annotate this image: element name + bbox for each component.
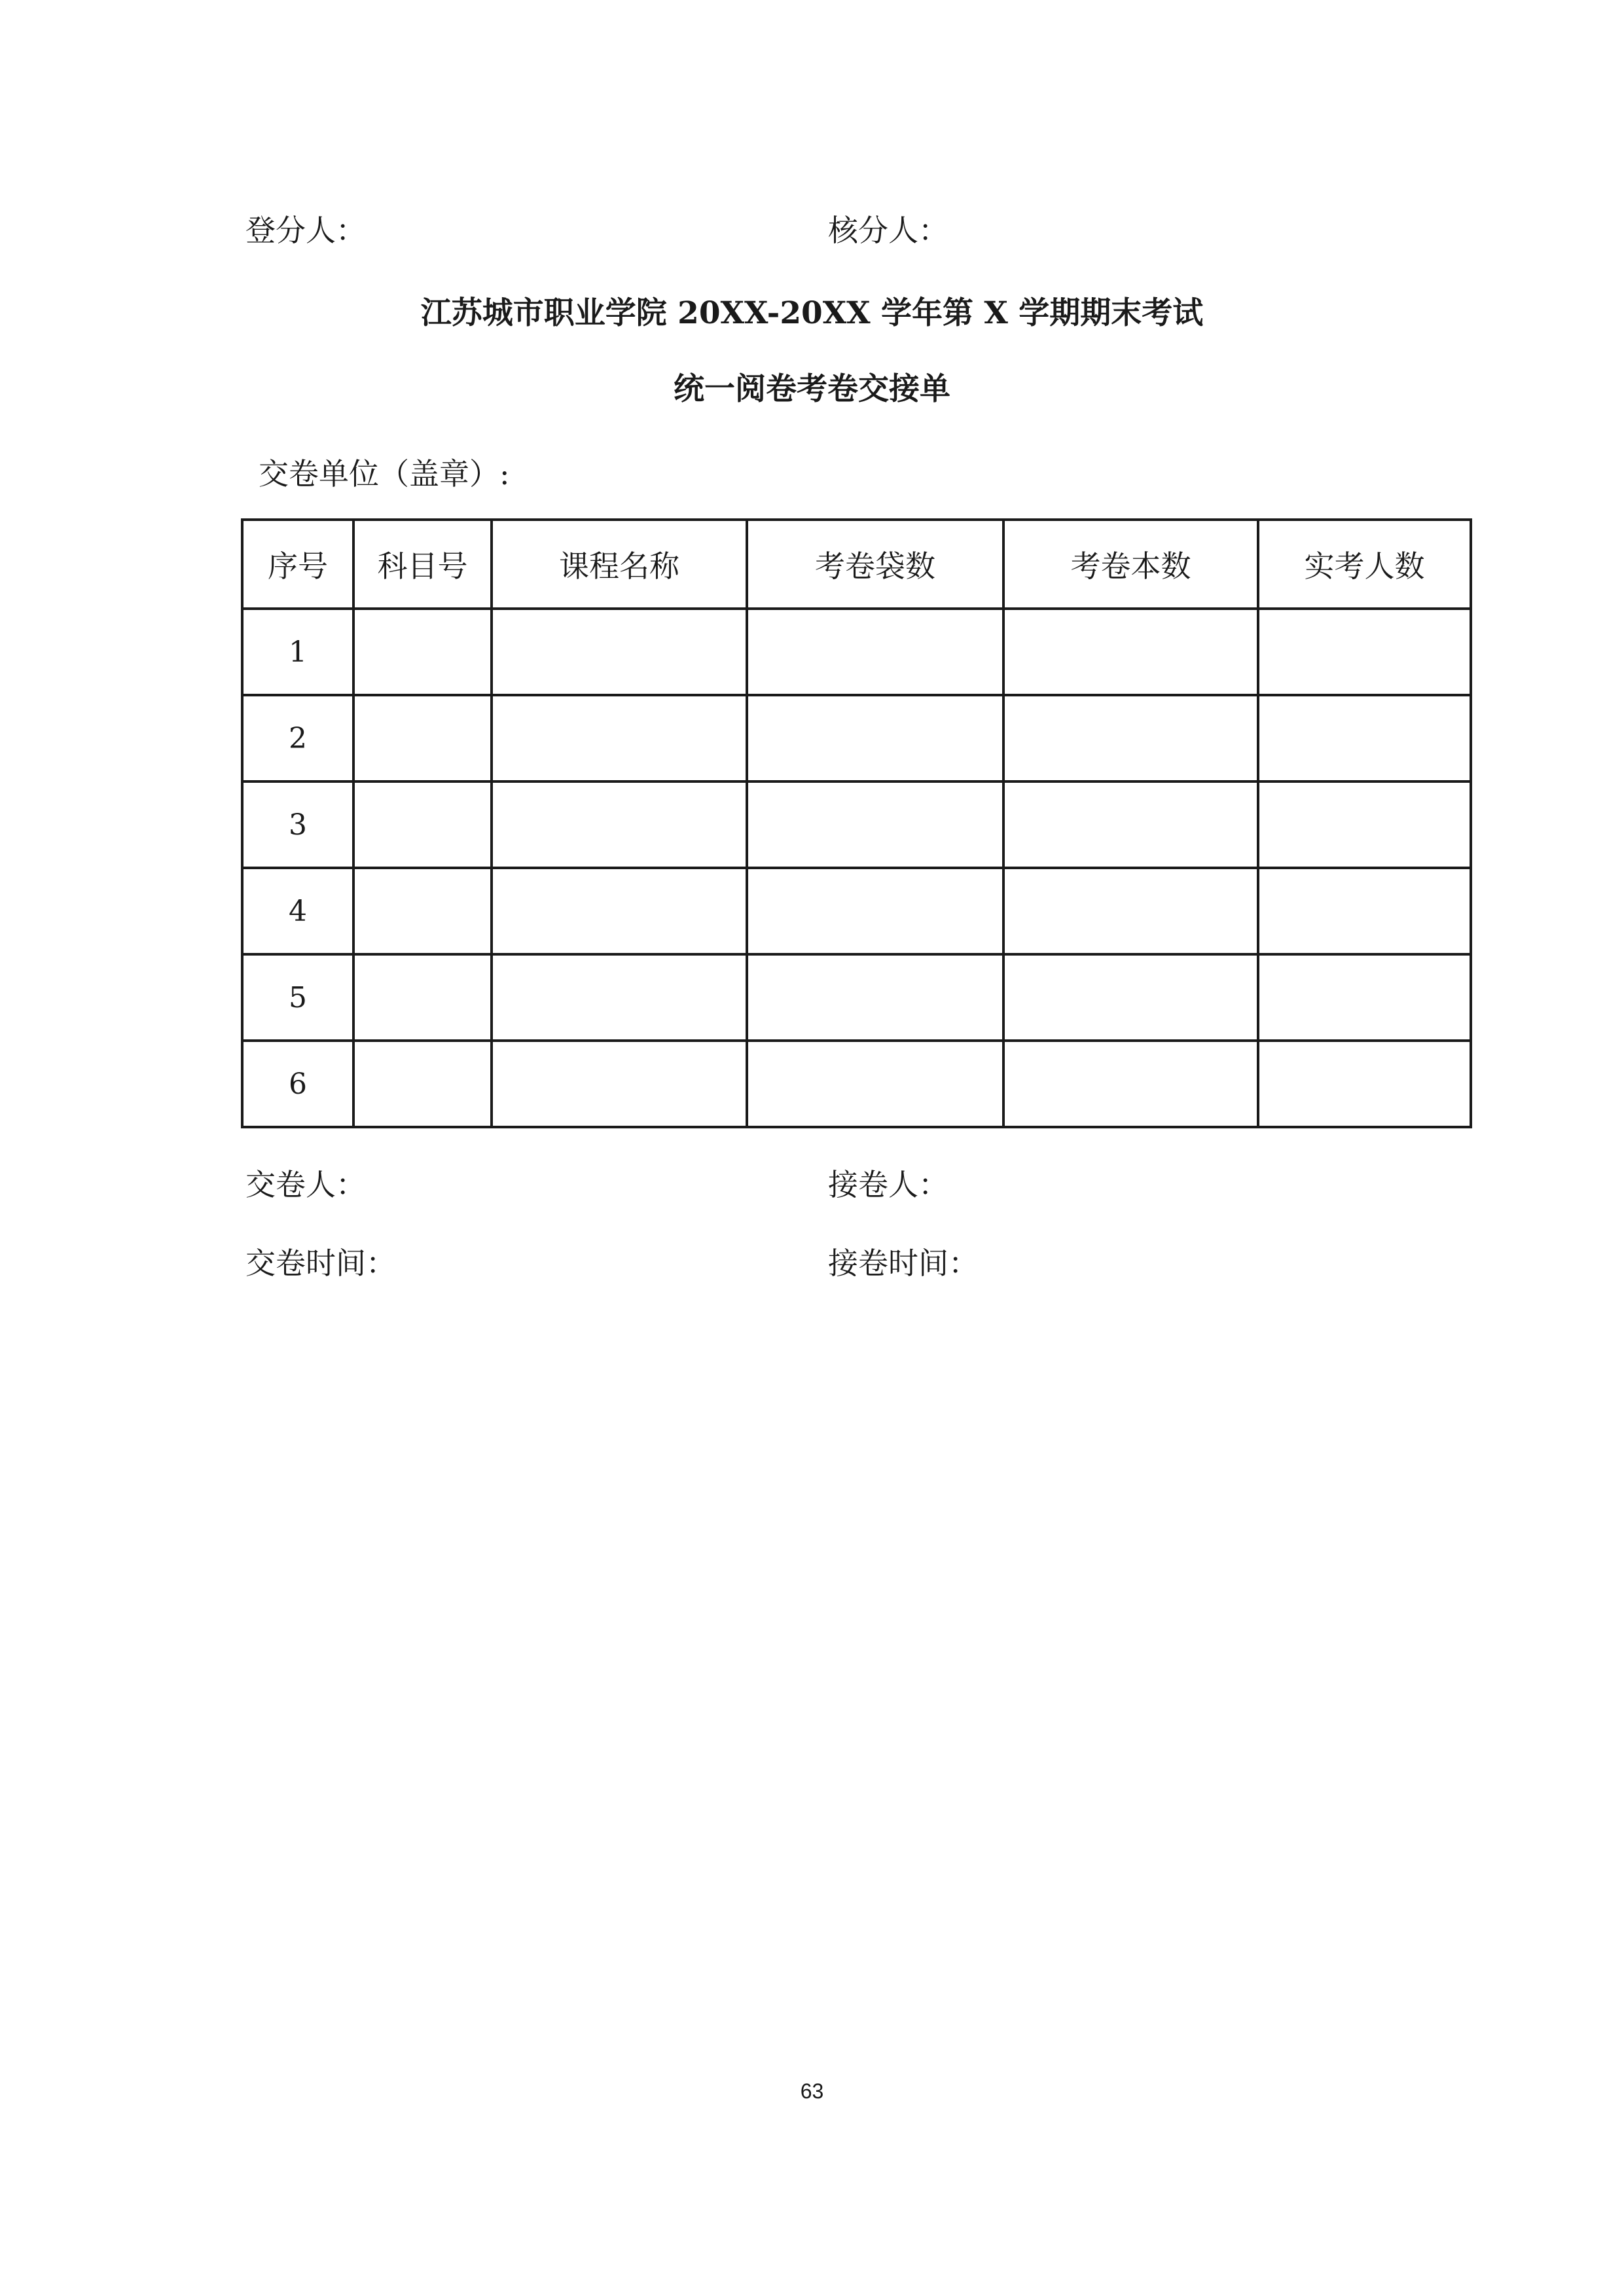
booklet-count-cell: [1003, 868, 1258, 954]
booklet-count-cell: [1003, 695, 1258, 781]
serial-number-cell: 4: [242, 868, 353, 954]
course-name-cell: [492, 609, 747, 695]
course-name-cell: [492, 868, 747, 954]
subject-code-cell: [353, 954, 492, 1041]
examinee-count-cell: [1258, 695, 1471, 781]
examinee-count-cell: [1258, 868, 1471, 954]
table-header-row: [242, 520, 1471, 609]
subject-code-cell: [353, 781, 492, 868]
table-row: [242, 1041, 1471, 1127]
subject-code-cell: [353, 1041, 492, 1127]
serial-number-cell: 1: [242, 609, 353, 695]
serial-number-cell: 3: [242, 781, 353, 868]
serial-number-cell: 6: [242, 1041, 353, 1127]
header-examinee-count: 实考人数: [1258, 520, 1471, 609]
handover-table: [241, 518, 1472, 1128]
table-row: [242, 781, 1471, 868]
course-name-cell: [492, 1041, 747, 1127]
header-booklet-count: 考卷本数: [1003, 520, 1258, 609]
envelope-count-cell: [747, 781, 1003, 868]
subject-code-cell: [353, 609, 492, 695]
serial-number-cell: 2: [242, 695, 353, 781]
document-subtitle: 统一阅卷考卷交接单: [674, 371, 950, 407]
table-row: [242, 609, 1471, 695]
subject-code-cell: [353, 695, 492, 781]
examinee-count-cell: [1258, 781, 1471, 868]
receiver-label: 接卷人：: [828, 1167, 948, 1202]
subject-code-cell: [353, 868, 492, 954]
header-subject-code: 科目号: [353, 520, 492, 609]
receive-time-label: 接卷时间：: [828, 1246, 979, 1281]
submit-time-label: 交卷时间：: [245, 1246, 396, 1281]
header-course-name: 课程名称: [492, 520, 747, 609]
booklet-count-cell: [1003, 609, 1258, 695]
envelope-count-cell: [747, 868, 1003, 954]
examinee-count-cell: [1258, 954, 1471, 1041]
examinee-count-cell: [1258, 609, 1471, 695]
booklet-count-cell: [1003, 1041, 1258, 1127]
checker-label: 核分人：: [828, 213, 948, 248]
course-name-cell: [492, 781, 747, 868]
table-row: [242, 954, 1471, 1041]
document-title: 江苏城市职业学院 20XX-20XX 学年第 X 学期期末考试: [420, 295, 1204, 331]
submitter-label: 交卷人：: [245, 1167, 366, 1202]
serial-number-cell: 5: [242, 954, 353, 1041]
envelope-count-cell: [747, 609, 1003, 695]
header-serial-number: 序号: [242, 520, 353, 609]
table-row: [242, 695, 1471, 781]
course-name-cell: [492, 695, 747, 781]
recorder-label: 登分人：: [245, 213, 366, 248]
course-name-cell: [492, 954, 747, 1041]
submitting-unit-label: 交卷单位（盖章）:: [259, 456, 510, 492]
booklet-count-cell: [1003, 954, 1258, 1041]
envelope-count-cell: [747, 1041, 1003, 1127]
examinee-count-cell: [1258, 1041, 1471, 1127]
envelope-count-cell: [747, 695, 1003, 781]
table-row: [242, 868, 1471, 954]
booklet-count-cell: [1003, 781, 1258, 868]
page-number: 63: [800, 2079, 824, 2103]
envelope-count-cell: [747, 954, 1003, 1041]
header-envelope-count: 考卷袋数: [747, 520, 1003, 609]
